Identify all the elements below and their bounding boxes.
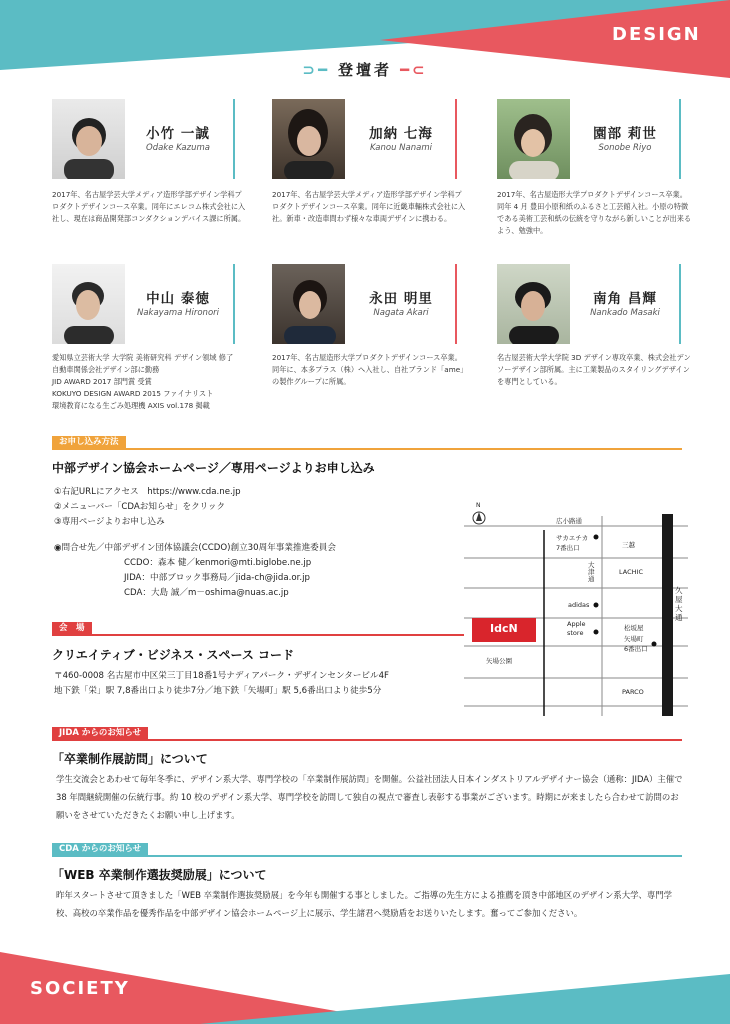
cda-title: 「WEB 卒業制作選抜奨励展」について (52, 868, 267, 882)
contact-block (54, 541, 336, 601)
speaker-name: 加納 七海 (369, 126, 433, 142)
cda-label: CDA からのお知らせ (52, 843, 148, 856)
speaker-romaji: Nagata Akari (373, 308, 429, 318)
speaker-name: 園部 莉世 (593, 126, 657, 142)
speaker-bio: 2017年、名古屋学芸大学メディア造形学部デザイン学科プロダクトデザインコース卒業。同年にエレコム株式会社に入社し、現在は商品開発部コンダクションデバイス課に所属。 (52, 190, 246, 223)
speaker-bio: 2017年、名古屋造形大学プロダクトデザインコース卒業。同年 4 月 豊田小原和紙のふるさと工芸館入社。小原の特徴である美術工芸和紙の伝統を守りながら新しいことが出来るよう、勉強中。 (497, 190, 692, 235)
venue-address: 〒460-0008 名古屋市中区栄三丁目18番1号ナディアパーク・デザインセンタービル4F (54, 671, 390, 681)
plug-right-icon: ━⊂ (400, 61, 428, 79)
step-item: ②メニューバー「CDAお知らせ」をクリック (54, 502, 226, 512)
application-label: お申し込み方法 (52, 436, 126, 449)
cda-body: 昨年スタートさせて頂きました「WEB 卒業制作選抜奨励展」を今年も開催する事としました。ご指導の先生方による推薦を頂き中部地区のデザイン系大学、専門学校、高校の卒業作品を優秀作品を中部デザイン協会ホームページ上に展示、学生諸君へ奨励盾をお送りいたします。奮ってご参加ください。 (56, 890, 673, 918)
speaker-name: 南角 昌輝 (593, 291, 657, 307)
map-label: Apple store (567, 620, 586, 637)
step-item: ①右記URLにアクセス https://www.cda.ne.jp (54, 487, 241, 497)
speaker-romaji: Kanou Nanami (370, 143, 432, 153)
speaker-romaji: Odake Kazuma (146, 143, 210, 153)
society-label: SOCIETY (30, 978, 130, 999)
section-title: ⊃━ 登壇者 ━⊂ (302, 61, 428, 79)
map-label: 広小路通 (556, 517, 582, 525)
map-label: 松坂屋 (624, 624, 644, 632)
section-rule (52, 855, 682, 857)
map-label: 久屋大通 (675, 586, 683, 622)
design-label: DESIGN (612, 24, 701, 45)
venue-label: 会 場 (52, 622, 92, 635)
map-label: PARCO (622, 688, 644, 696)
map-label: 7番出口 (556, 544, 580, 552)
step-item: ③専用ページよりお申し込み (54, 517, 165, 527)
plug-left-icon: ⊃━ (302, 61, 330, 79)
venue-title: クリエイティブ・ビジネス・スペース コード (52, 648, 295, 662)
bio-line: JID AWARD 2017 部門賞 受賞 (52, 377, 152, 386)
speaker-romaji: Nankado Masaki (590, 308, 660, 318)
contact-line: JIDA：中部ブロック事務局／jida-ch@jida.or.jp (124, 573, 310, 583)
map-label: adidas (568, 601, 590, 609)
venue-access: 地下鉄「栄」駅 7,8番出口より徒歩7分／地下鉄「矢場町」駅 5,6番出口より徒歩5分 (54, 686, 382, 696)
jida-body: 学生交流会とあわせて毎年冬季に、デザイン系大学、専門学校の「卒業制作展訪問」を開催。公益社団法人日本インダストリアルデザイナー協会（通称：JIDA）主催で 38 年間継続開催の伝統行事。約 10 校のデザイン系大学、専門学校を訪問して独自の視点で審査し表彰する事業がございます。時期にが来ましたら合わせて訪問のお願いをさせていただきたくお願い申し上げます。 (56, 774, 683, 820)
map-label: LACHIC (619, 568, 643, 576)
section-rule (52, 739, 682, 741)
speaker-romaji: Nakayama Hironori (136, 308, 220, 318)
section-rule (52, 448, 682, 450)
application-title: 中部デザイン協会ホームページ／専用ページよりお申し込み (52, 461, 375, 475)
jida-title: 「卒業制作展訪問」について (52, 752, 208, 766)
speaker-bio: 名古屋芸術大学大学院 3D デザイン専攻卒業、株式会社デンソーデザイン部所属。主に工業製品のスタイリングデザインを専門としている。 (497, 353, 691, 386)
speaker-photo (272, 264, 345, 344)
speaker-bio: 2017年、名古屋造形大学プロダクトデザインコース卒業。同年に、本多プラス（株）へ入社し、自社ブランド「ame」の製作グループに所属。 (272, 353, 464, 386)
bio-line: 環境教育になる生ごみ処理機 AXIS vol.178 掲載 (52, 401, 210, 410)
map-label: 矢場公園 (486, 657, 512, 665)
speaker-name: 中山 泰徳 (146, 291, 210, 307)
speaker-photo (272, 99, 345, 179)
bio-line: 愛知県立芸術大学 大学院 美術研究科 デザイン領域 修了 (52, 353, 234, 362)
idcn-logo: IdcN (490, 622, 518, 635)
jida-label: JIDA からのお知らせ (52, 727, 148, 740)
speaker-name: 永田 明里 (369, 291, 433, 307)
contact-line: CCDO：森本 健／kenmori@mti.biglobe.ne.jp (124, 558, 312, 568)
map-label: 大津通 (588, 561, 595, 583)
venue-map (464, 500, 688, 716)
bio-line: KOKUYO DESIGN AWARD 2015 ファイナリスト (52, 389, 214, 398)
map-label: 矢場町 (624, 635, 644, 643)
speaker-bio (52, 352, 252, 412)
section-rule (52, 634, 464, 636)
contact-line: CDA：大島 誠／m－oshima@nuas.ac.jp (124, 588, 289, 598)
speaker-name: 小竹 一誠 (146, 126, 210, 142)
map-label: 6番出口 (624, 645, 648, 653)
speaker-bio: 2017年、名古屋学芸大学メディア造形学部デザイン学科プロダクトデザインコース卒業。同年に近畿車輛株式会社に入社。新車・改造車問わず様々な車両デザインに携わる。 (272, 190, 466, 223)
contact-line: ◉問合せ先／中部デザイン団体協議会(CCDO)創立30周年事業推進委員会 (54, 543, 336, 553)
map-label: 三越 (622, 541, 635, 549)
speaker-romaji: Sonobe Riyo (598, 143, 652, 153)
application-steps (54, 485, 241, 530)
map-label: N (476, 502, 481, 509)
bio-line: 自動車関係会社デザイン部に勤務 (52, 365, 160, 374)
map-label: サカエチカ (556, 534, 589, 542)
